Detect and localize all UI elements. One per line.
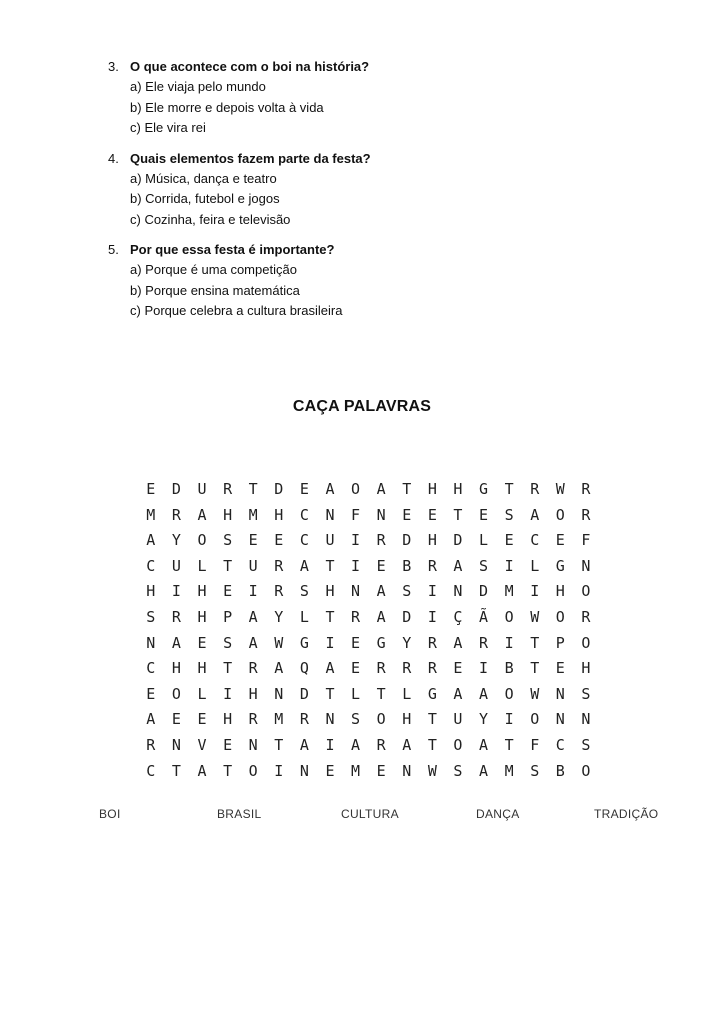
grid-cell[interactable]: S	[299, 582, 309, 601]
grid-cell[interactable]: R	[376, 531, 386, 550]
grid-cell[interactable]: T	[504, 735, 514, 754]
grid-cell[interactable]: A	[351, 735, 361, 754]
grid-cell[interactable]: D	[274, 480, 284, 498]
grid-cell[interactable]: H	[197, 659, 207, 678]
grid-cell[interactable]: A	[479, 735, 489, 754]
grid-cell[interactable]: T	[325, 684, 335, 703]
grid-cell[interactable]: I	[427, 607, 437, 626]
grid-cell[interactable]: U	[197, 480, 207, 498]
grid-cell[interactable]: H	[555, 582, 565, 601]
grid-row	[138, 658, 600, 684]
grid-cell[interactable]: T	[504, 480, 514, 498]
word-search-title: CAÇA PALAVRAS	[292, 398, 432, 415]
grid-cell[interactable]: N	[299, 761, 309, 780]
grid-cell[interactable]: R	[171, 607, 181, 626]
grid-cell[interactable]: F	[351, 505, 361, 524]
grid-cell[interactable]: O	[376, 710, 386, 729]
grid-cell[interactable]: H	[581, 659, 591, 678]
grid-cell[interactable]: R	[299, 710, 309, 729]
grid-cell[interactable]: I	[171, 582, 181, 601]
grid-cell[interactable]: M	[504, 582, 514, 601]
grid-row	[138, 735, 600, 761]
grid-cell[interactable]: I	[530, 582, 540, 601]
grid-cell[interactable]: N	[581, 556, 591, 575]
grid-cell[interactable]: N	[581, 710, 591, 729]
word-search-grid	[138, 479, 600, 786]
grid-cell[interactable]: T	[325, 607, 335, 626]
grid-cell[interactable]: R	[479, 633, 489, 652]
grid-cell[interactable]: Y	[479, 710, 489, 729]
grid-cell[interactable]: E	[555, 659, 565, 678]
word-item: TRADIÇÃO	[594, 807, 659, 821]
grid-cell[interactable]: E	[351, 633, 361, 652]
grid-cell[interactable]: L	[351, 684, 361, 703]
grid-cell[interactable]: U	[453, 710, 463, 729]
grid-row	[138, 556, 600, 582]
word-item: BOI	[99, 807, 121, 821]
grid-cell[interactable]: G	[479, 480, 489, 498]
grid-cell[interactable]: A	[299, 735, 309, 754]
grid-cell[interactable]: O	[581, 582, 591, 601]
grid-cell[interactable]: O	[504, 684, 514, 703]
grid-cell[interactable]: N	[274, 684, 284, 703]
grid-cell[interactable]: E	[402, 505, 412, 524]
grid-cell[interactable]: A	[453, 684, 463, 703]
grid-cell[interactable]: E	[299, 480, 309, 498]
grid-cell[interactable]: L	[197, 684, 207, 703]
grid-cell[interactable]: H	[197, 607, 207, 626]
word-list	[0, 807, 724, 827]
grid-row	[138, 709, 600, 735]
grid-cell[interactable]: T	[325, 556, 335, 575]
grid-cell[interactable]: T	[530, 659, 540, 678]
grid-cell[interactable]: S	[530, 761, 540, 780]
grid-cell[interactable]: A	[376, 480, 386, 498]
question-text: Por que essa festa é importante?	[130, 242, 335, 257]
grid-cell[interactable]: H	[146, 582, 156, 601]
grid-cell[interactable]: R	[530, 480, 540, 498]
grid-cell[interactable]: F	[530, 735, 540, 754]
grid-cell[interactable]: D	[479, 582, 489, 601]
grid-cell[interactable]: N	[248, 735, 258, 754]
grid-cell[interactable]: E	[351, 659, 361, 678]
grid-row	[138, 505, 600, 531]
option-b: b) Corrida, futebol e jogos	[130, 191, 280, 206]
grid-cell[interactable]: R	[274, 556, 284, 575]
grid-cell[interactable]: M	[274, 710, 284, 729]
question-list	[108, 57, 668, 332]
grid-cell[interactable]: S	[581, 735, 591, 754]
option-b: b) Ele morre e depois volta à vida	[130, 99, 324, 115]
grid-cell[interactable]: M	[351, 761, 361, 780]
grid-cell[interactable]: G	[299, 633, 309, 652]
grid-cell[interactable]: S	[581, 684, 591, 703]
grid-cell[interactable]: S	[351, 710, 361, 729]
grid-cell[interactable]: A	[453, 556, 463, 575]
grid-cell[interactable]: A	[325, 480, 335, 498]
grid-cell[interactable]: R	[248, 659, 258, 678]
grid-cell[interactable]: Y	[274, 607, 284, 626]
grid-cell[interactable]: N	[555, 684, 565, 703]
grid-cell[interactable]: T	[427, 710, 437, 729]
grid-cell[interactable]: E	[248, 531, 258, 550]
grid-cell[interactable]: N	[453, 582, 463, 601]
grid-cell[interactable]: H	[427, 480, 437, 498]
grid-cell[interactable]: W	[530, 607, 540, 626]
grid-cell[interactable]: I	[504, 556, 514, 575]
grid-row	[138, 761, 600, 787]
grid-cell[interactable]: N	[351, 582, 361, 601]
grid-cell[interactable]: T	[171, 761, 181, 780]
grid-cell[interactable]: H	[223, 710, 233, 729]
grid-cell[interactable]: I	[479, 659, 489, 678]
grid-cell[interactable]: S	[146, 607, 156, 626]
grid-cell[interactable]: F	[581, 531, 591, 550]
grid-cell[interactable]: G	[427, 684, 437, 703]
grid-cell[interactable]: W	[427, 761, 437, 780]
grid-cell[interactable]: N	[325, 710, 335, 729]
grid-cell[interactable]: G	[376, 633, 386, 652]
grid-cell[interactable]: C	[299, 505, 309, 524]
question-text: O que acontece com o boi na história?	[130, 59, 370, 74]
grid-cell[interactable]: T	[223, 761, 233, 780]
grid-row	[138, 607, 600, 633]
grid-cell[interactable]: I	[223, 684, 233, 703]
grid-cell[interactable]: E	[479, 505, 489, 524]
grid-cell[interactable]: A	[197, 505, 207, 524]
grid-cell[interactable]: E	[325, 761, 335, 780]
grid-cell[interactable]: E	[223, 582, 233, 601]
grid-cell[interactable]: S	[479, 556, 489, 575]
grid-cell[interactable]: T	[453, 505, 463, 524]
grid-cell[interactable]: Y	[171, 531, 181, 550]
grid-cell[interactable]: R	[171, 505, 181, 524]
grid-cell[interactable]: S	[504, 505, 514, 524]
grid-cell[interactable]: N	[376, 505, 386, 524]
grid-cell[interactable]: S	[223, 531, 233, 550]
grid-cell[interactable]: L	[402, 684, 412, 703]
grid-cell[interactable]: H	[402, 710, 412, 729]
grid-cell[interactable]: O	[530, 710, 540, 729]
grid-cell[interactable]: A	[402, 735, 412, 754]
grid-cell[interactable]: R	[351, 607, 361, 626]
grid-cell[interactable]: G	[555, 556, 565, 575]
grid-cell[interactable]: E	[274, 531, 284, 550]
grid-cell[interactable]: V	[197, 735, 207, 754]
option-a: a) Porque é uma competição	[130, 262, 297, 277]
grid-cell[interactable]: I	[274, 761, 284, 780]
grid-cell[interactable]: I	[504, 710, 514, 729]
grid-cell[interactable]: N	[171, 735, 181, 754]
grid-cell[interactable]: E	[376, 761, 386, 780]
grid-cell[interactable]: C	[146, 761, 156, 780]
grid-cell[interactable]: A	[453, 633, 463, 652]
grid-cell[interactable]: O	[197, 531, 207, 550]
grid-cell[interactable]: I	[427, 582, 437, 601]
grid-cell[interactable]: E	[146, 480, 156, 498]
grid-cell[interactable]: L	[530, 556, 540, 575]
grid-cell[interactable]: Y	[402, 633, 412, 652]
grid-cell[interactable]: C	[555, 735, 565, 754]
question-number: 3.	[108, 59, 119, 74]
grid-cell[interactable]: C	[530, 531, 540, 550]
grid-row	[138, 684, 600, 710]
option-b: b) Porque ensina matemática	[130, 282, 300, 298]
option-a: a) Ele viaja pelo mundo	[130, 79, 266, 94]
grid-cell[interactable]: O	[453, 735, 463, 754]
question-number: 4.	[108, 150, 119, 166]
grid-cell[interactable]: E	[376, 556, 386, 575]
grid-cell[interactable]: R	[402, 659, 412, 678]
grid-cell[interactable]: H	[223, 505, 233, 524]
grid-cell[interactable]: O	[351, 480, 361, 498]
grid-row	[138, 633, 600, 659]
grid-cell[interactable]: U	[171, 556, 181, 575]
word-item: BRASIL	[217, 807, 262, 821]
grid-cell[interactable]: A	[274, 659, 284, 678]
question-3	[108, 57, 668, 139]
grid-cell[interactable]: I	[325, 633, 335, 652]
grid-cell[interactable]: O	[248, 761, 258, 780]
grid-cell[interactable]: T	[402, 480, 412, 498]
option-c: c) Cozinha, feira e televisão	[130, 211, 291, 227]
grid-cell[interactable]: O	[555, 607, 565, 626]
question-5	[108, 240, 668, 322]
grid-cell[interactable]: H	[248, 684, 258, 703]
grid-cell[interactable]: N	[146, 633, 156, 652]
grid-cell[interactable]: A	[146, 710, 156, 729]
grid-cell[interactable]: O	[504, 607, 514, 626]
grid-cell[interactable]: R	[581, 505, 591, 524]
grid-cell[interactable]: I	[351, 531, 361, 550]
grid-cell[interactable]: A	[248, 633, 258, 652]
grid-cell[interactable]: M	[146, 505, 156, 524]
grid-cell[interactable]: Ã	[479, 607, 489, 626]
grid-cell[interactable]: N	[325, 505, 335, 524]
grid-cell[interactable]: L	[299, 607, 309, 626]
grid-cell[interactable]: E	[197, 710, 207, 729]
grid-cell[interactable]: P	[555, 633, 565, 652]
grid-cell[interactable]: B	[555, 761, 565, 780]
grid-cell[interactable]: B	[402, 556, 412, 575]
grid-cell[interactable]: R	[376, 735, 386, 754]
grid-cell[interactable]: A	[171, 633, 181, 652]
grid-cell[interactable]: N	[555, 710, 565, 729]
grid-cell[interactable]: H	[325, 582, 335, 601]
grid-cell[interactable]: A	[248, 607, 258, 626]
grid-cell[interactable]: R	[274, 582, 284, 601]
grid-cell[interactable]: O	[171, 684, 181, 703]
grid-cell[interactable]: B	[504, 659, 514, 678]
grid-cell[interactable]: D	[402, 531, 412, 550]
grid-cell[interactable]: E	[427, 505, 437, 524]
grid-cell[interactable]: H	[171, 659, 181, 678]
grid-cell[interactable]: W	[555, 480, 565, 498]
grid-cell[interactable]: T	[223, 556, 233, 575]
grid-cell[interactable]: R	[376, 659, 386, 678]
grid-cell[interactable]: D	[299, 684, 309, 703]
grid-cell[interactable]: E	[223, 735, 233, 754]
grid-cell[interactable]: S	[223, 633, 233, 652]
grid-cell[interactable]: H	[197, 582, 207, 601]
grid-cell[interactable]: R	[581, 480, 591, 498]
grid-cell[interactable]: A	[299, 556, 309, 575]
question-4	[108, 149, 668, 231]
option-a: a) Música, dança e teatro	[130, 170, 277, 186]
grid-cell[interactable]: L	[197, 556, 207, 575]
grid-cell[interactable]: R	[248, 710, 258, 729]
grid-cell[interactable]: O	[581, 761, 591, 780]
grid-cell[interactable]: A	[325, 659, 335, 678]
grid-cell[interactable]: E	[453, 659, 463, 678]
grid-cell[interactable]: R	[146, 735, 156, 754]
grid-cell[interactable]: M	[248, 505, 258, 524]
grid-cell[interactable]: E	[555, 531, 565, 550]
grid-cell[interactable]: I	[248, 582, 258, 601]
grid-cell[interactable]: W	[530, 684, 540, 703]
grid-cell[interactable]: A	[376, 582, 386, 601]
grid-cell[interactable]: W	[274, 633, 284, 652]
grid-cell[interactable]: A	[197, 761, 207, 780]
option-c: c) Porque celebra a cultura brasileira	[130, 303, 343, 318]
grid-cell[interactable]: E	[171, 710, 181, 729]
grid-row	[138, 479, 600, 505]
word-item: CULTURA	[341, 807, 399, 821]
grid-cell[interactable]: D	[171, 480, 181, 498]
grid-cell[interactable]: D	[453, 531, 463, 550]
grid-cell[interactable]: N	[402, 761, 412, 780]
grid-cell[interactable]: C	[299, 531, 309, 550]
option-c: c) Ele vira rei	[130, 120, 206, 135]
grid-cell[interactable]: O	[555, 505, 565, 524]
grid-cell[interactable]: C	[146, 556, 156, 575]
grid-cell[interactable]: A	[479, 761, 489, 780]
grid-cell[interactable]: C	[146, 659, 156, 678]
grid-cell[interactable]: T	[376, 684, 386, 703]
grid-cell[interactable]: R	[427, 633, 437, 652]
grid-row	[138, 581, 600, 607]
grid-cell[interactable]: H	[453, 480, 463, 498]
grid-cell[interactable]: Ç	[453, 607, 463, 626]
grid-cell[interactable]: P	[223, 607, 233, 626]
grid-cell[interactable]: H	[427, 531, 437, 550]
grid-cell[interactable]: Q	[299, 659, 309, 678]
grid-cell[interactable]: T	[248, 480, 258, 498]
grid-cell[interactable]: U	[248, 556, 258, 575]
grid-row	[138, 530, 600, 556]
grid-cell[interactable]: R	[427, 556, 437, 575]
grid-cell[interactable]: T	[530, 633, 540, 652]
grid-cell[interactable]: A	[479, 684, 489, 703]
grid-cell[interactable]: E	[197, 633, 207, 652]
grid-cell[interactable]: O	[581, 633, 591, 652]
grid-cell[interactable]: L	[479, 531, 489, 550]
grid-cell[interactable]: E	[146, 684, 156, 703]
grid-cell[interactable]: A	[146, 531, 156, 550]
question-text: Quais elementos fazem parte da festa?	[130, 150, 371, 166]
grid-cell[interactable]: S	[402, 582, 412, 601]
grid-cell[interactable]: U	[325, 531, 335, 550]
grid-cell[interactable]: S	[453, 761, 463, 780]
grid-cell[interactable]: T	[427, 735, 437, 754]
grid-cell[interactable]: A	[376, 607, 386, 626]
grid-cell[interactable]: R	[223, 480, 233, 498]
grid-cell[interactable]: T	[274, 735, 284, 754]
question-number: 5.	[108, 242, 119, 257]
grid-cell[interactable]: D	[402, 607, 412, 626]
grid-cell[interactable]: H	[274, 505, 284, 524]
grid-cell[interactable]: I	[351, 556, 361, 575]
grid-cell[interactable]: E	[504, 531, 514, 550]
word-item: DANÇA	[476, 807, 520, 821]
grid-cell[interactable]: M	[504, 761, 514, 780]
grid-cell[interactable]: R	[427, 659, 437, 678]
grid-cell[interactable]: R	[581, 607, 591, 626]
grid-cell[interactable]: I	[504, 633, 514, 652]
grid-cell[interactable]: A	[530, 505, 540, 524]
grid-cell[interactable]: T	[223, 659, 233, 678]
grid-cell[interactable]: I	[325, 735, 335, 754]
